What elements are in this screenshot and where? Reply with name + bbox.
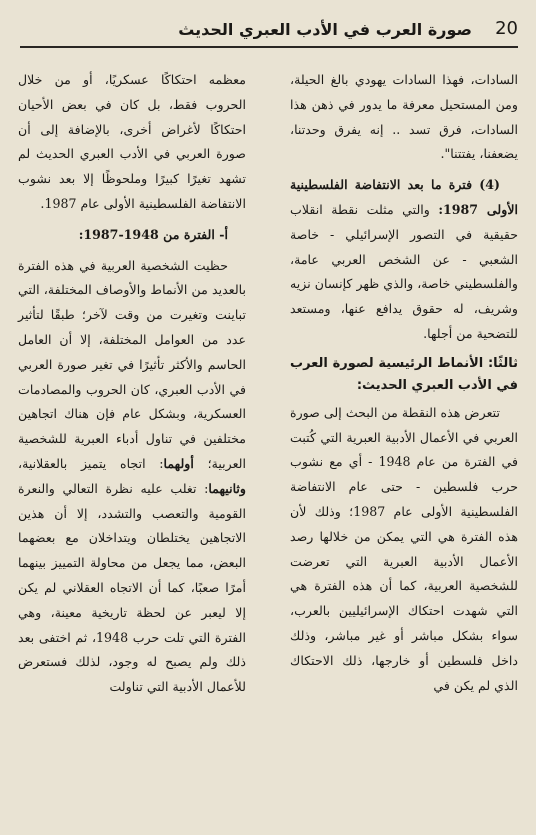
right-column (290, 68, 518, 698)
left-column (18, 68, 246, 700)
subsection-heading: أ- الفترة من 1948-1987: (78, 226, 228, 242)
second-trend-label: وثانيهما (208, 480, 246, 496)
paragraph-continuation-left: معظمه احتكاكًا عسكريًا، أو من خلال الحروب فقط، بل كان في بعض الأحيان احتكاكًا لأغراض أخرى، بالإضافة إلى أن صورة العربي في الأدب العبري الحديث لم تشهد تغيرًا كبيرًا وملحوظًا إلا بعد نشوب الانتفاضة الفلسطينية الأولى عام 1987. (18, 72, 246, 211)
page-number: 20 (495, 18, 518, 39)
running-title: صورة العرب في الأدب العبري الحديث (178, 20, 472, 39)
page-header (20, 12, 518, 48)
paragraph-section-intro: تتعرض هذه النقطة من البحث إلى صورة العربي في الأعمال الأدبية العبرية التي كُتبت في الفترة من عام 1948 - أي مع نشوب حرب فلسطين - حتى عام الانتفاضة الفلسطينية الأولى عام 1987؛ وذلك لأن هذه الفترة هي التي يمكن من خلالها رصد الأعمال الأدبية العبرية التي تعرضت للشخصية العربية، كما أن هذه الفترة هي التي شهدت احتكاك الإسرائيليين بالعرب، سواء بشكل مباشر أو غير مباشر، وذلك داخل فلسطين أو خارجها، ذلك الاحتكاك الذي لم يكن في (290, 404, 518, 693)
paragraph-text-a: حظيت الشخصية العربية في هذه الفترة بالعديد من الأنماط والأوصاف المختلفة، التي تباينت وتغيرت من وقت لآخر؛ طبقًا لتأثير عدد من العوامل المختلفة، إلا أن العامل الحاسم والأكثر تأثيرًا في تغير صورة العربي في الأدب العبري، كان الحروب والمصادمات العسكرية، وبشكل عام فإن هناك اتجاهين مختلفين في تناول أدباء العبرية للشخصية العربية؛ (18, 257, 246, 471)
paragraph-text-c: : تغلب عليه نظرة التعالي والنعرة القومية والتعصب والتشدد، إلا أن هذين الاتجاهين يختلطان ويتداخلان مع بعضهما البعض، مما يجعل من محاولة التمييز بينهما أمرًا صعبًا، كما أن الاتجاه العقلاني لم يكن إلا ليعبر عن لحظة تاريخية معينة، وهي الفترة التي تلت حرب 1948، ثم اختفى بعد ذلك ولم يصبح له وجود، لذلك فستعرض للأعمال الأدبية التي تناولت (18, 480, 246, 695)
period-four-text: والتي مثلت نقطة انقلاب حقيقية في التصور الإسرائيلي - خاصة الشعبي - عن الشخص العربي عامة، والفلسطيني خاصة، والذي ظهر كإنسان نزيه وشريف، له حقوق يدافع عنها، ومستعد للتضحية من أجلها. (290, 201, 518, 341)
paragraph-text-b: : اتجاه يتميز بالعقلانية، (18, 455, 164, 471)
paragraph-continuation: السادات، فهذا السادات يهودي بالغ الحيلة، ومن المستحيل معرفة ما يدور في ذهن هذا السادات، فرق تسد .. إنه يفرق وحدتنا، يضعفنا، يفتتنا". (290, 72, 518, 162)
period-four-label: (4) فترة ما بعد الانتفاضة الفلسطينية الأولى 1987: (290, 177, 519, 217)
first-trend-label: أولهما (163, 455, 194, 471)
section-heading: ثالثًا: الأنماط الرئيسية لصورة العرب في الأدب العبري الحديث: (290, 355, 518, 393)
paragraph-period-1948-1987 (18, 254, 246, 700)
paragraph-period-four (290, 173, 518, 347)
